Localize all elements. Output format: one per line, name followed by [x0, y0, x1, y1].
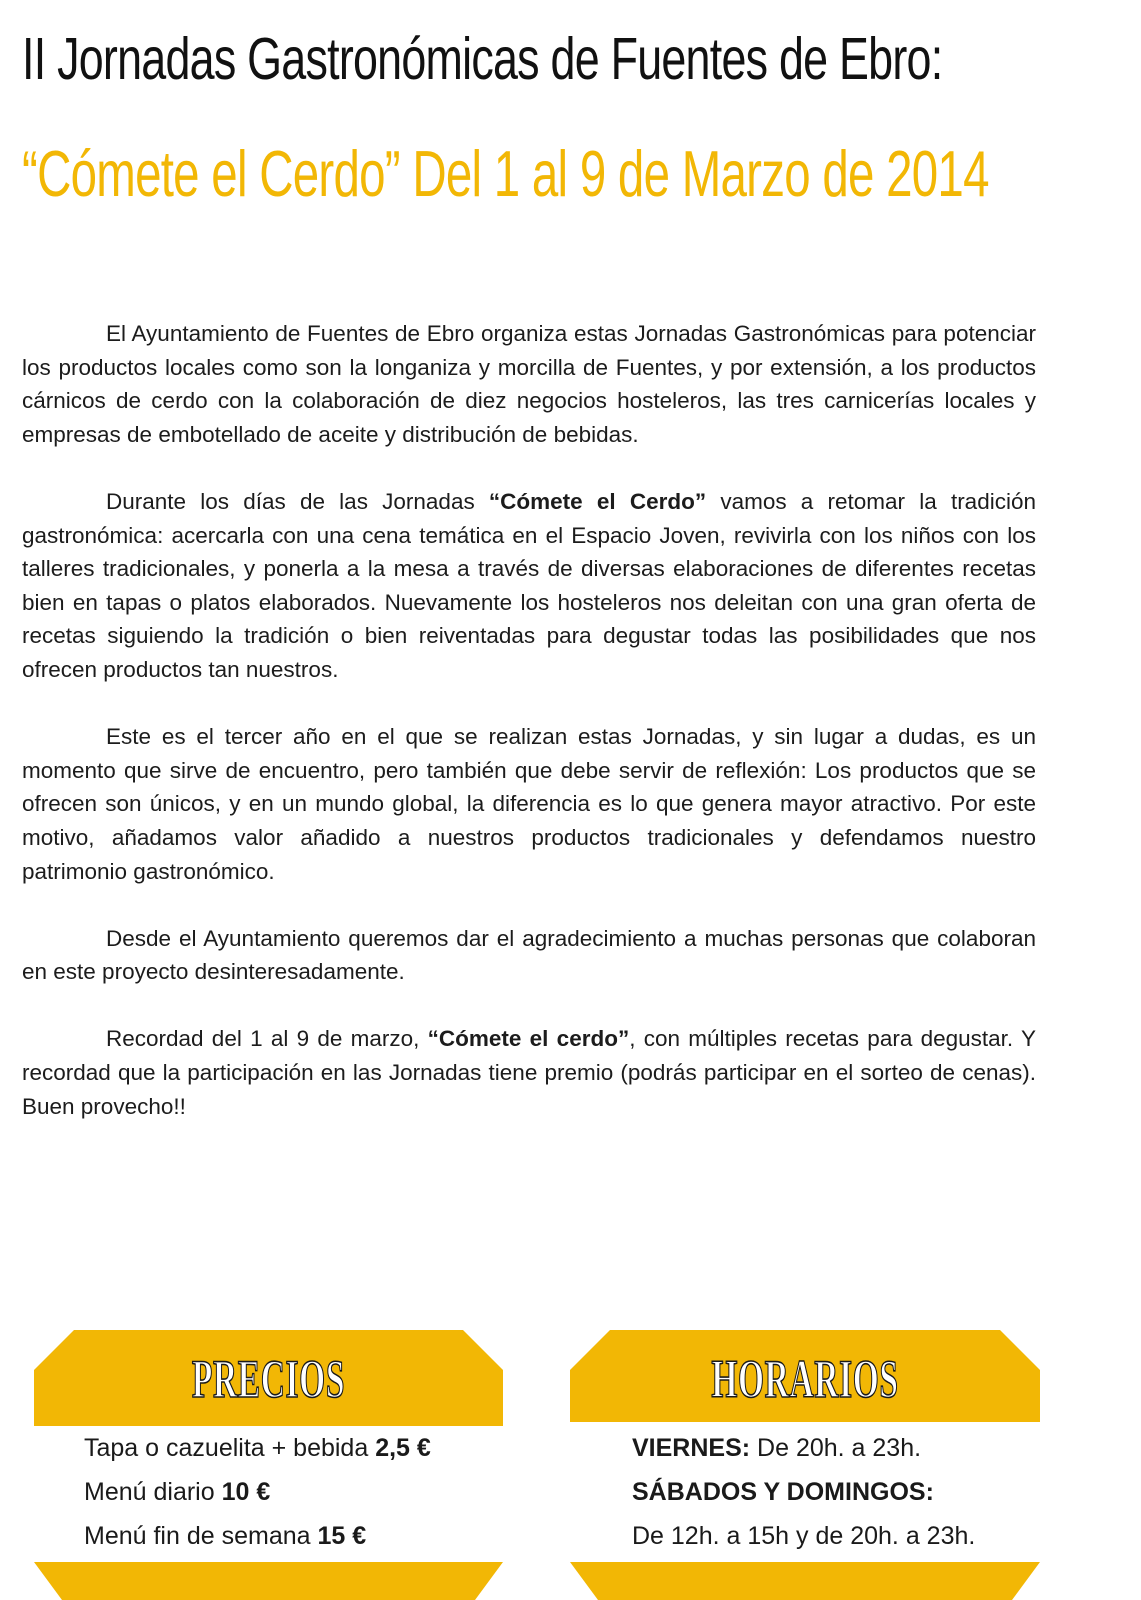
price-value: 2,5 € — [375, 1434, 431, 1462]
price-value: 10 € — [221, 1478, 271, 1506]
paragraph-intro — [22, 317, 1036, 451]
paragraph-tradition — [22, 485, 1036, 687]
horarios-box — [570, 1330, 1040, 1600]
price-label: Menú diario — [84, 1478, 222, 1506]
precios-list — [84, 1426, 431, 1558]
schedule-hours: De 20h. a 23h. — [750, 1434, 922, 1462]
schedule-day-label: SÁBADOS Y DOMINGOS: — [632, 1478, 934, 1506]
precios-heading: PRECIOS — [191, 1349, 346, 1409]
paragraph-reminder — [22, 1022, 1036, 1123]
price-label: Menú fin de semana — [84, 1522, 318, 1550]
price-label: Tapa o cazuelita + bebida — [84, 1434, 376, 1462]
paragraph-text: , con múltiples recetas para degustar. Y recordad que la participación en las Jornadas tiene premio (podrás participar en el sorteo de cenas). Buen provecho!! — [22, 1026, 1036, 1119]
paragraph-text: Recordad del 1 al 9 de marzo, — [106, 1026, 428, 1052]
paragraph-reflection — [22, 720, 1036, 888]
page-subtitle: “Cómete el Cerdo” Del 1 al 9 de Marzo de 2014 — [22, 137, 989, 210]
price-item — [84, 1514, 431, 1558]
paragraph-text: vamos a retomar la tradición gastronómica: acercarla con una cena temática en el Espacio Joven, revivirla con los niños con los talleres tradicionales, y ponerla a la mesa a través de diversas elaboraciones de diferentes recetas bien en tapas o platos elaborados. Nuevamente los hosteleros nos deleitan con una gran oferta de recetas siguiendo la tradición o bien reiventadas para degustar todas las posibilidades que nos ofrecen productos tan nuestros. — [22, 488, 1036, 682]
paragraph-text: El Ayuntamiento de Fuentes de Ebro organiza estas Jornadas Gastronómicas para potenciar los productos locales como son la longaniza y morcilla de Fuentes, y por extensión, a los productos cárnicos de cerdo con la colaboración de diez negocios hosteleros, las tres carnicerías locales y empresas de embotellado de aceite y distribución de bebidas. — [22, 321, 1036, 447]
paragraph-text: Durante los días de las Jornadas — [106, 488, 489, 514]
schedule-weekend-hours-row — [632, 1514, 975, 1558]
schedule-weekend-label-row — [632, 1470, 975, 1514]
schedule-day-label: VIERNES: — [632, 1434, 751, 1462]
page-title: II Jornadas Gastronómicas de Fuentes de Ebro: — [22, 26, 943, 92]
schedule-hours: De 12h. a 15h y de 20h. a 23h. — [632, 1522, 976, 1550]
paragraph-text: Desde el Ayuntamiento queremos dar el agradecimiento a muchas personas que colaboran en este proyecto desinteresadamente. — [22, 925, 1036, 985]
article-body — [22, 317, 1036, 1157]
price-item — [84, 1426, 431, 1470]
schedule-friday — [632, 1426, 975, 1470]
paragraph-text: Este es el tercer año en el que se realizan estas Jornadas, y sin lugar a dudas, es un momento que sirve de encuentro, pero también que debe servir de reflexión: Los productos que se ofrecen son únicos, y en un mundo global, la diferencia es lo que genera mayor atractivo. Por este motivo, añadamos valor añadido a nuestros productos tradicionales y defendamos nuestro patrimonio gastronómico. — [22, 724, 1036, 884]
paragraph-thanks — [22, 922, 1036, 989]
horarios-list — [632, 1426, 975, 1558]
price-item — [84, 1470, 431, 1514]
price-value: 15 € — [317, 1522, 367, 1550]
precios-box — [34, 1330, 503, 1600]
horarios-heading: HORARIOS — [711, 1349, 899, 1409]
event-name-bold: “Cómete el cerdo” — [427, 1026, 630, 1052]
event-name-bold: “Cómete el Cerdo” — [488, 488, 707, 514]
